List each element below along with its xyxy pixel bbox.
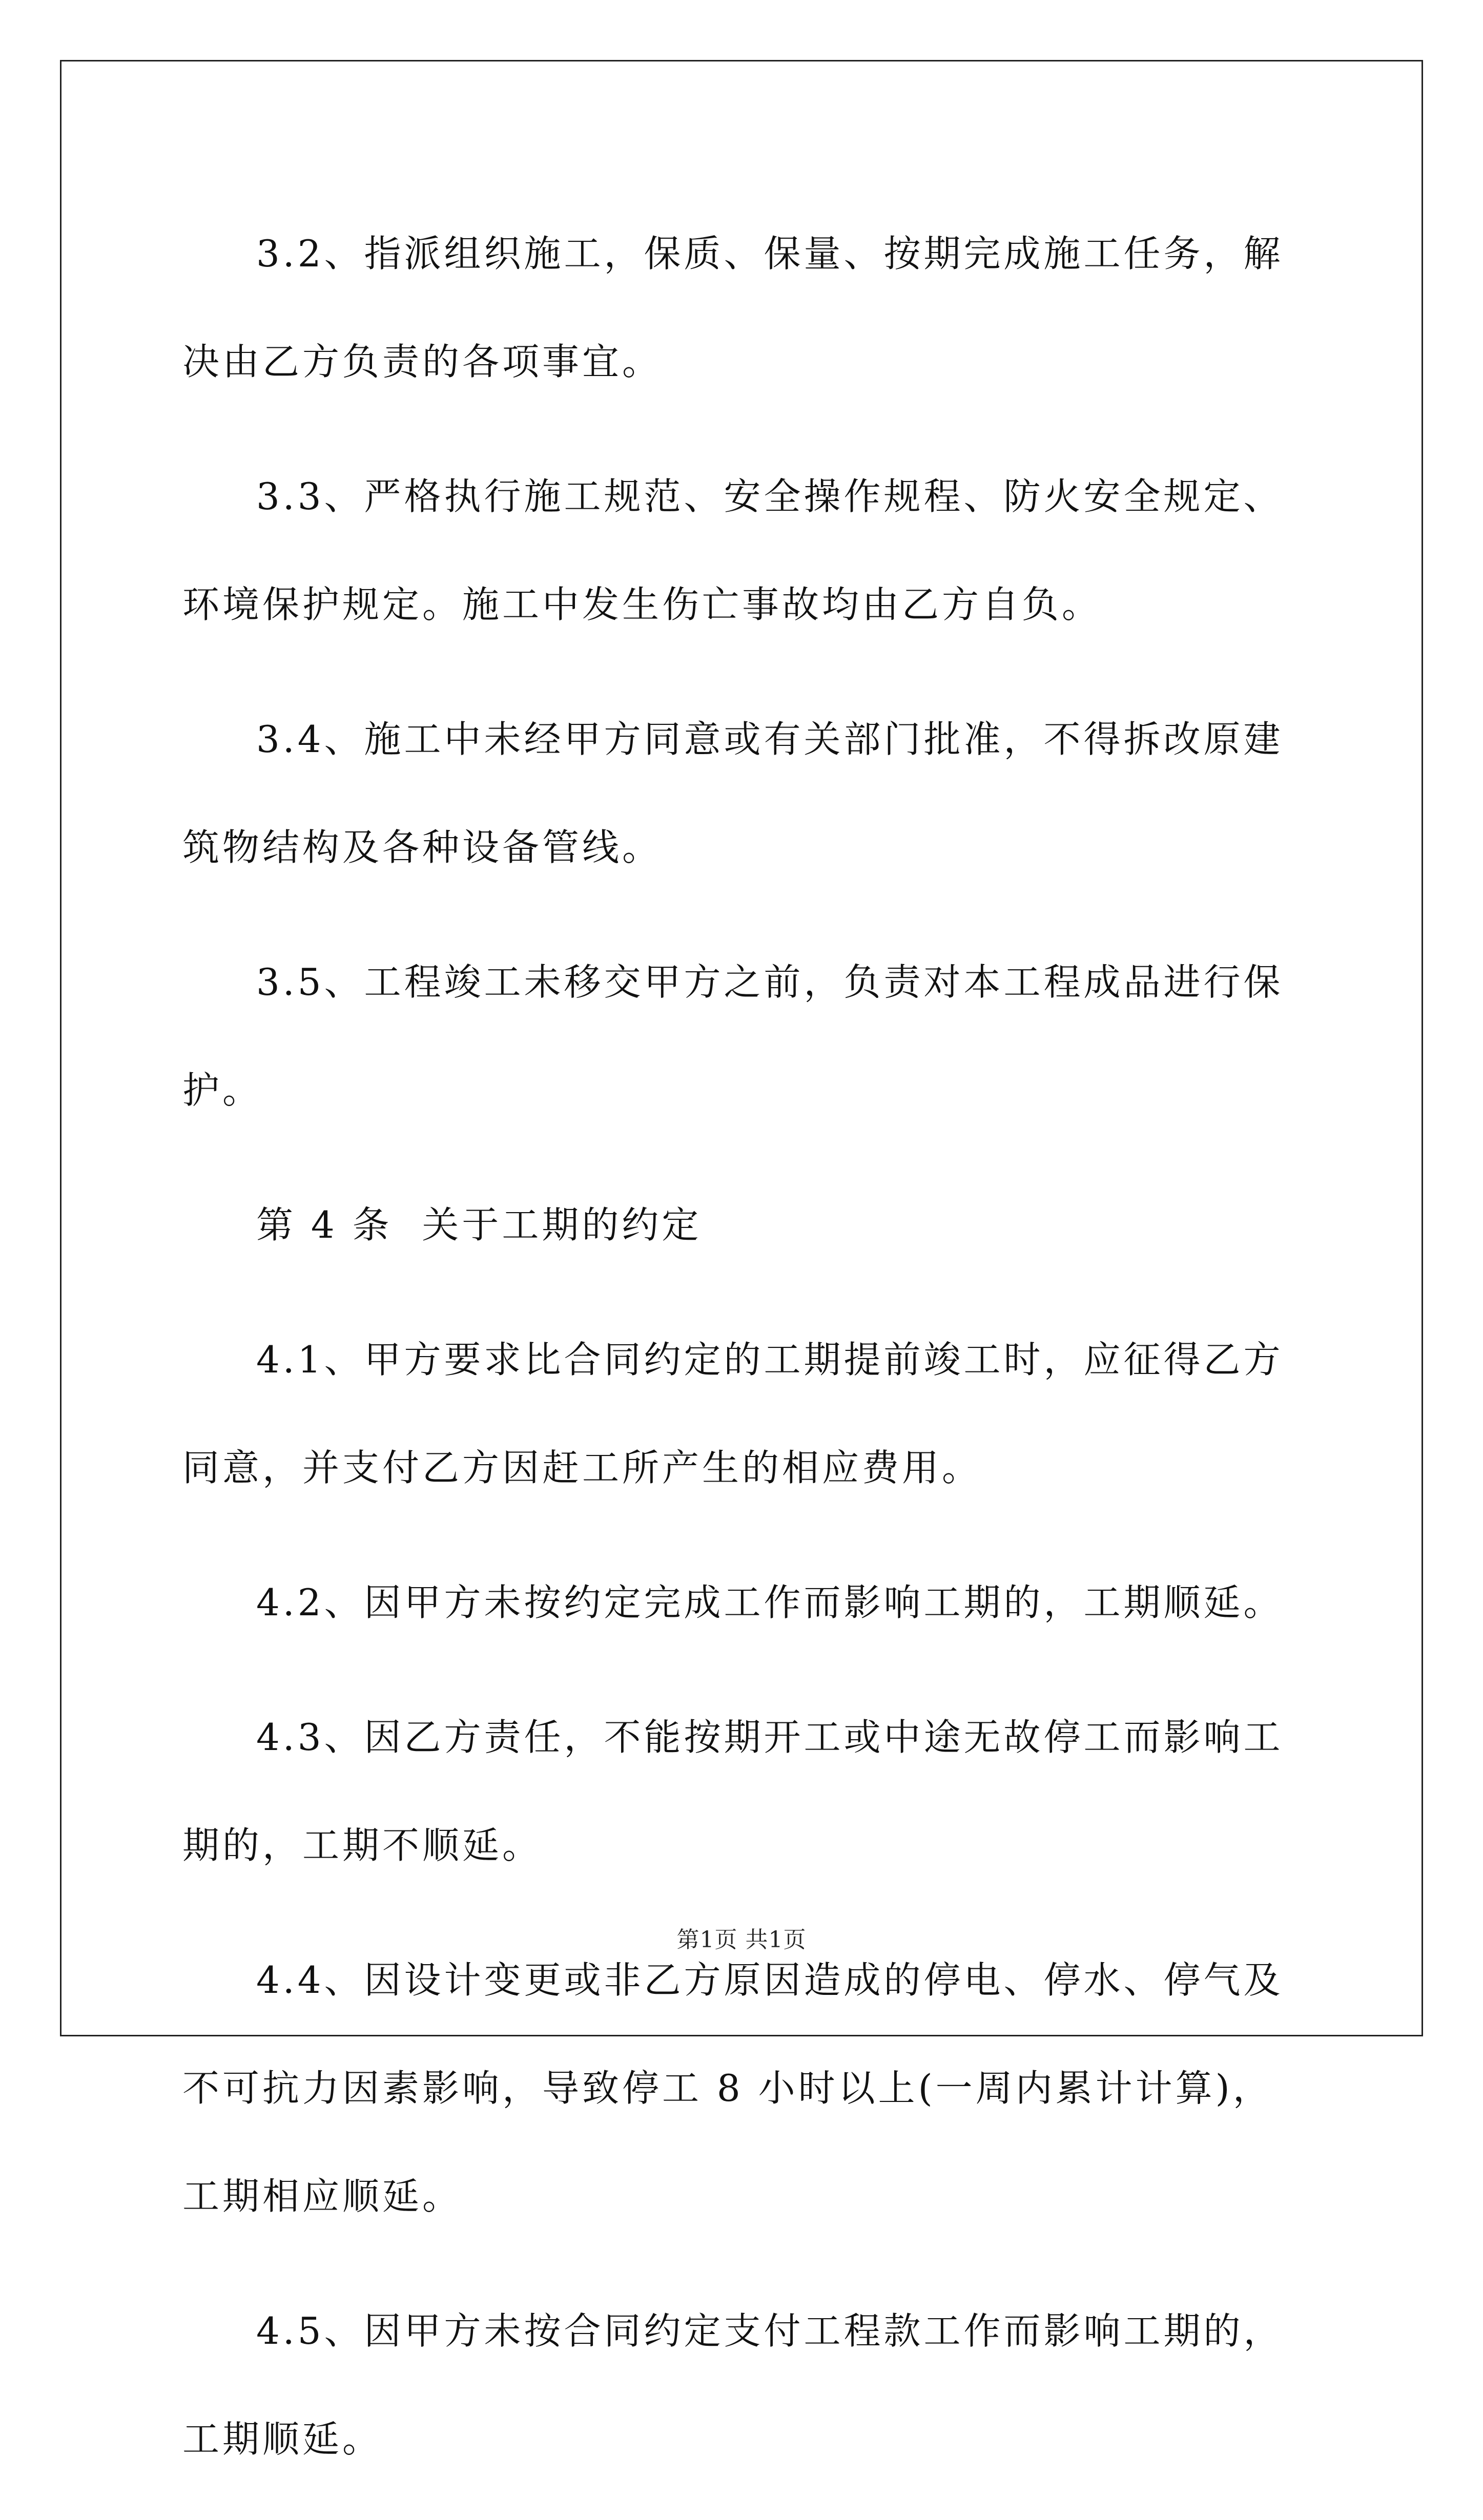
paragraph-4-5: 4.5、因甲方未按合同约定支付工程款工作而影响工期的，工期顺延。 <box>182 2309 1284 2461</box>
paragraph-3-3: 3.3、严格执行施工规范、安全操作规程、防火安全规定、环境保护规定。施工中发生伤亡事故均由乙方自负。 <box>182 475 1284 626</box>
paragraph-3-4: 3.4、施工中未经甲方同意或有关部门批准，不得拆改原建筑物结构及各种设备管线。 <box>182 718 1284 869</box>
paragraph-4-1: 4.1、甲方要求比合同约定的工期提前竣工时，应征得乙方同意，并支付乙方因赶工所产生的相应费用。 <box>182 1338 1284 1489</box>
page-number-footer: 第1页 共1页 <box>676 1927 807 1953</box>
paragraph-3-2: 3.2、指派组织施工，保质、保量、按期完成施工任务，解决由乙方负责的各项事宜。 <box>182 232 1284 383</box>
paragraph-4-4: 4.4、因设计变更或非乙方原因造成的停电、停水、停气及不可抗力因素影响，导致停工 8 小时以上(一周内累计计算)，工期相应顺延。 <box>182 1959 1284 2218</box>
paragraph-4-2: 4.2、因甲方未按约定完成工作而影响工期的，工期顺延。 <box>256 1581 1284 1624</box>
section-heading-article-4: 第 4 条 关于工期的约定 <box>256 1203 702 1246</box>
paragraph-4-3: 4.3、因乙方责任，不能按期开工或中途无故停工而影响工期的，工期不顺延。 <box>182 1716 1284 1867</box>
document-body <box>182 200 1305 2520</box>
paragraph-3-5: 3.5、工程竣工未移交甲方之前，负责对本工程成品进行保护。 <box>182 961 1284 1112</box>
